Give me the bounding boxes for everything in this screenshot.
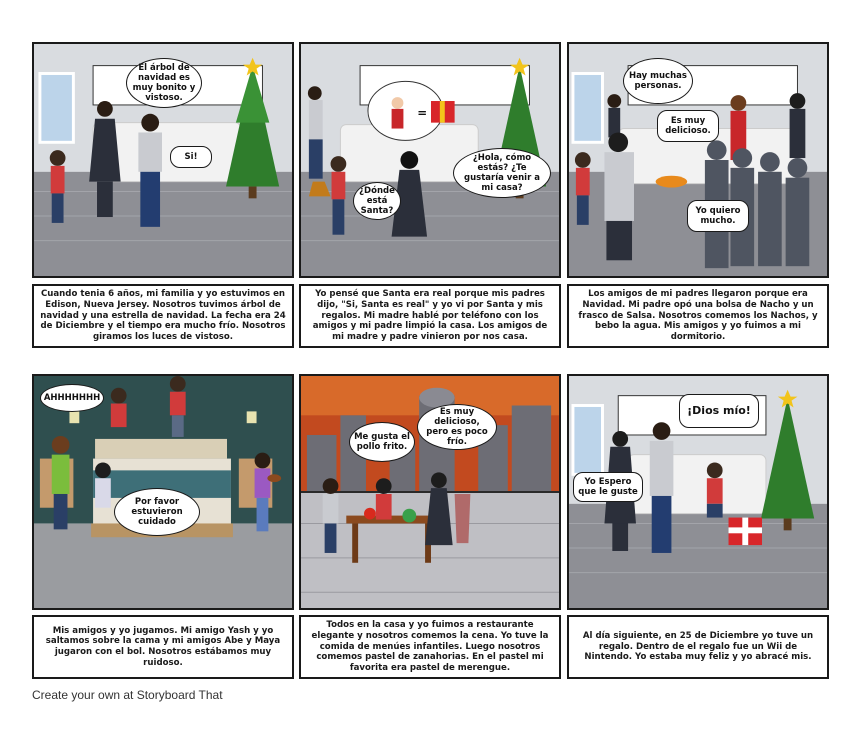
caption-4: Mis amigos y yo jugamos. Mi amigo Yash y yo saltamos sobre la cama y mi amigos Abe y Maya jugaron con el bol. Nosotros estábamos muy ruidoso. <box>32 615 294 679</box>
caption-1: Cuando tenia 6 años, mi familia y yo estuvimos en Edison, Nueva Jersey. Nosotros tuvimos árbol de navidad y una estrella de navidad. La fecha era 24 de Diciembre y el tiempo era mucho frío. Nosotros giramos los luces de vistoso. <box>32 284 294 348</box>
panel-4 <box>32 374 294 610</box>
speech-bubble: Si! <box>170 146 212 168</box>
panel-1 <box>32 42 294 278</box>
panel-3 <box>567 42 829 278</box>
panel-6 <box>567 374 829 610</box>
panel-5 <box>299 374 561 610</box>
speech-bubble: Es muy delicioso, pero es poco frío. <box>417 404 497 450</box>
speech-bubble: El árbol de navidad es muy bonito y vistoso. <box>126 58 202 108</box>
speech-bubble: ¡Dios mío! <box>679 394 759 428</box>
speech-bubble: ¿Dónde está Santa? <box>353 182 401 220</box>
speech-bubble: ¿Hola, cómo estás? ¿Te gustaría venir a mi casa? <box>453 148 551 198</box>
speech-bubble: Por favor estuvieron cuidado <box>114 488 200 536</box>
panel-3-scene <box>569 44 827 276</box>
speech-bubble: Hay muchas personas. <box>623 58 693 104</box>
speech-bubble: Yo Espero que le guste <box>573 472 643 502</box>
svg-text:=: = <box>417 105 428 120</box>
speech-bubble: Es muy delicioso. <box>657 110 719 142</box>
caption-2: Yo pensé que Santa era real porque mis padres dijo, "Si, Santa es real" y yo vi por Santa y mis regalos. Mi madre hablé por teléfono con los amigos y mi padre limpió la casa. Los amigos de mi madre y padre vinieron por nos casa. <box>299 284 561 348</box>
caption-5: Todos en la casa y yo fuimos a restaurante elegante y nosotros comemos la cena. Yo tuve la comida de menúes infantiles. Luego nosotros comemos pastel de zanahorias. En el pastel mi favorita era pastel de merengue. <box>299 615 561 679</box>
speech-bubble: Me gusta el pollo frito. <box>349 422 415 462</box>
footer-credit[interactable]: Create your own at Storyboard That <box>32 688 223 702</box>
caption-6: Al día siguiente, en 25 de Diciembre yo tuve un regalo. Dentro de el regalo fue un Wii de Nintendo. Yo estaba muy feliz y yo abracé mis. <box>567 615 829 679</box>
caption-3: Los amigos de mi padres llegaron porque era Navidad. Mi padre opó una bolsa de Nacho y un frasco de Salsa. Nosotros comemos los Nachos, y bebo la agua. Mis amigos y yo fuimos a mi dormitorio. <box>567 284 829 348</box>
panel-2 <box>299 42 561 278</box>
speech-bubble: Yo quiero mucho. <box>687 200 749 232</box>
speech-bubble: AHHHHHHH <box>40 384 104 412</box>
